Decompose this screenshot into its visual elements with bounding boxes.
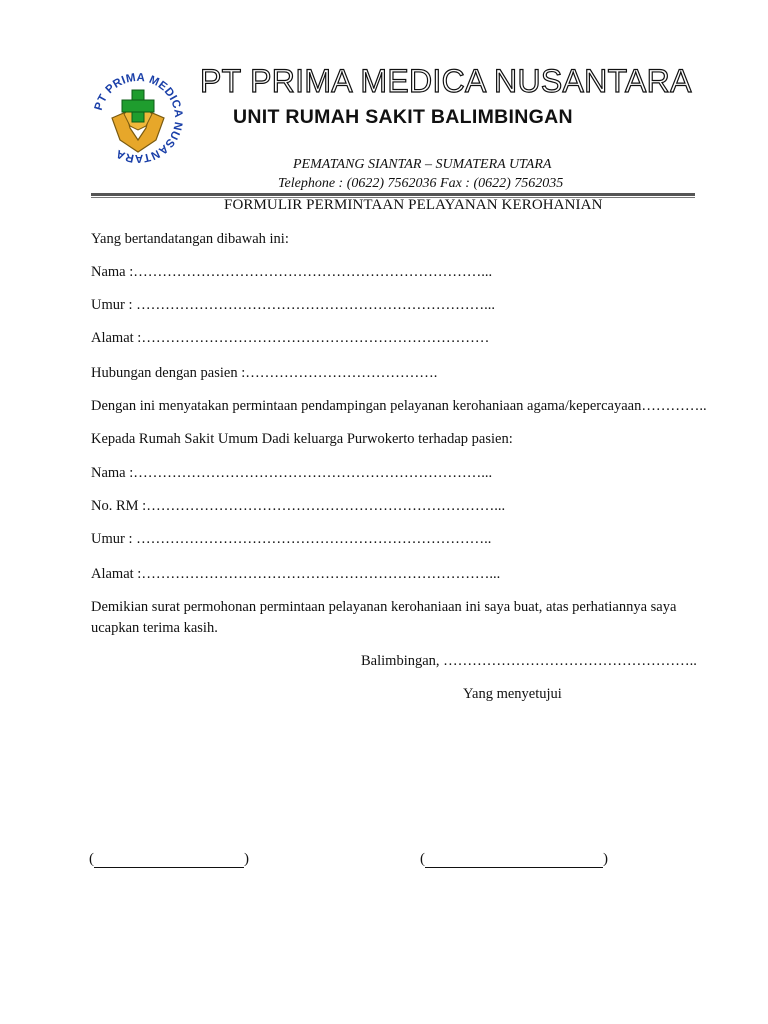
signature-line bbox=[425, 855, 603, 868]
closing-paragraph: Demikian surat permohonan permintaan pelayanan kerohaniaan ini saya buat, atas perhatiannya saya ucapkan terima kasih. bbox=[91, 599, 677, 636]
patient-rm-field[interactable]: No. RM :………………………………………………………………... bbox=[91, 498, 506, 514]
form-title: FORMULIR PERMINTAAN PELAYANAN KEROHANIAN bbox=[224, 197, 603, 213]
unit-name: UNIT RUMAH SAKIT BALIMBINGAN bbox=[233, 106, 573, 128]
place-date-line[interactable]: Balimbingan, …………………………………………….. bbox=[361, 653, 697, 669]
statement-line[interactable]: Dengan ini menyatakan permintaan pendampingan pelayanan kerohaniaan agama/kepercayaan………….. bbox=[91, 398, 707, 414]
approver-label: Yang menyetujui bbox=[463, 686, 562, 702]
paren-close: ) bbox=[603, 851, 608, 867]
paren-open: ( bbox=[420, 851, 425, 867]
paren-open: ( bbox=[89, 851, 94, 867]
signature-right[interactable] bbox=[420, 851, 608, 868]
logo-ring-text: PT PRIMA MEDICA NUSANTARA bbox=[92, 71, 185, 165]
alamat-field[interactable]: Alamat :……………………………………………………………… bbox=[91, 330, 490, 346]
patient-alamat-field[interactable]: Alamat :………………………………………………………………... bbox=[91, 566, 501, 582]
company-name: PT PRIMA MEDICA NUSANTARA bbox=[200, 63, 692, 99]
umur-field[interactable]: Umur : ………………………………………………………………... bbox=[91, 297, 495, 313]
intro-line: Yang bertandatangan dibawah ini: bbox=[91, 231, 289, 247]
signature-left[interactable] bbox=[89, 851, 249, 868]
patient-umur-field[interactable]: Umur : ……………………………………………………………….. bbox=[91, 531, 492, 547]
signature-line bbox=[94, 855, 244, 868]
paren-close: ) bbox=[244, 851, 249, 867]
company-logo bbox=[90, 70, 186, 166]
nama-field[interactable]: Nama :………………………………………………………………... bbox=[91, 264, 493, 280]
address-line: PEMATANG SIANTAR – SUMATERA UTARA bbox=[293, 157, 552, 172]
phone-line: Telephone : (0622) 7562036 Fax : (0622) 7562035 bbox=[278, 176, 564, 191]
kepada-line: Kepada Rumah Sakit Umum Dadi keluarga Purwokerto terhadap pasien: bbox=[91, 431, 513, 447]
patient-nama-field[interactable]: Nama :………………………………………………………………... bbox=[91, 465, 493, 481]
hubungan-field[interactable]: Hubungan dengan pasien :…………………………………. bbox=[91, 365, 438, 381]
header-divider bbox=[91, 193, 695, 196]
